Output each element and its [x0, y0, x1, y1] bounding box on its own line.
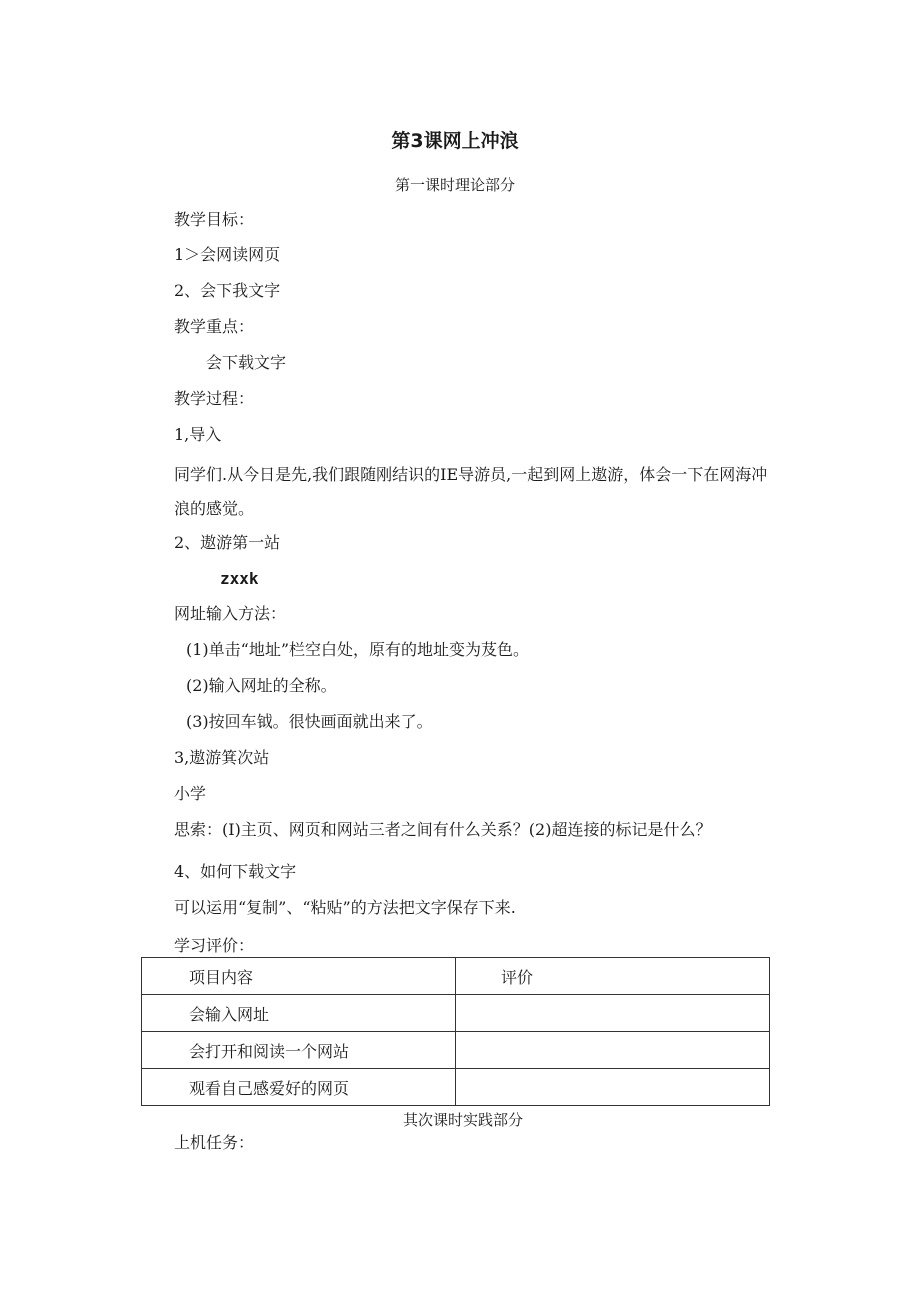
second-lesson-heading: 其次课时实践部分 [402, 1111, 523, 1129]
url-heading: 网址输入方法： [174, 604, 287, 623]
url-step-1: (1)单击“地址”栏空白处，原有的地址变为芨色。 [186, 640, 530, 659]
step-3-heading: 3,遨游箕次站 [174, 748, 270, 767]
step-1-paragraph: 同学们.从今日是先,我们跟随刚结识的IE导游员,一起到网上遨游，体会一下在网海冲浪的感觉。 [174, 465, 768, 518]
step-4-heading: 4、如何下载文字 [174, 862, 297, 881]
lesson-subtitle: 第一课时理论部分 [394, 176, 515, 194]
objective-item-2: 2、会下我文字 [174, 281, 281, 300]
step-1-heading: 1,导入 [174, 425, 222, 444]
table-header-cell: 评价 [456, 958, 770, 995]
table-row [142, 1032, 770, 1069]
focus-heading: 教学重点： [174, 317, 255, 336]
zxxk-text: zxxk [220, 569, 259, 588]
task-heading: 上机任务： [174, 1133, 255, 1152]
objectives-heading: 教学目标： [174, 210, 255, 229]
table-row [142, 1069, 770, 1106]
table-cell: 会打开和阅读一个网站 [142, 1032, 456, 1069]
eval-heading: 学习评价： [174, 936, 255, 955]
process-heading: 教学过程： [174, 389, 255, 408]
evaluation-table [141, 957, 770, 1106]
focus-item: 会下载文字 [206, 353, 287, 372]
table-cell [456, 995, 770, 1032]
table-cell: 会输入网址 [142, 995, 456, 1032]
step-4-text: 可以运用“复制”、“粘贴”的方法把文字保存下来. [174, 898, 516, 917]
url-step-3: (3)按回车钺。很快画面就出来了。 [186, 712, 433, 731]
url-step-2: (2)输入网址的全称。 [186, 676, 337, 695]
step-2-heading: 2、遨游第一站 [174, 533, 281, 552]
table-cell [456, 1069, 770, 1106]
table-cell: 观看自己感爱好的网页 [142, 1069, 456, 1106]
question-text: 思索：(I)主页、网页和网站三者之间有什么关系？(2)超连接的标记是什么？ [174, 820, 712, 839]
document-title: 第3课网上冲浪 [391, 130, 519, 152]
table-header-row [142, 958, 770, 995]
table-row [142, 995, 770, 1032]
school-label: 小学 [174, 784, 207, 803]
objective-item-1: 1＞会网读网页 [174, 245, 281, 264]
table-cell [456, 1032, 770, 1069]
table-header-cell: 项目内容 [142, 958, 456, 995]
